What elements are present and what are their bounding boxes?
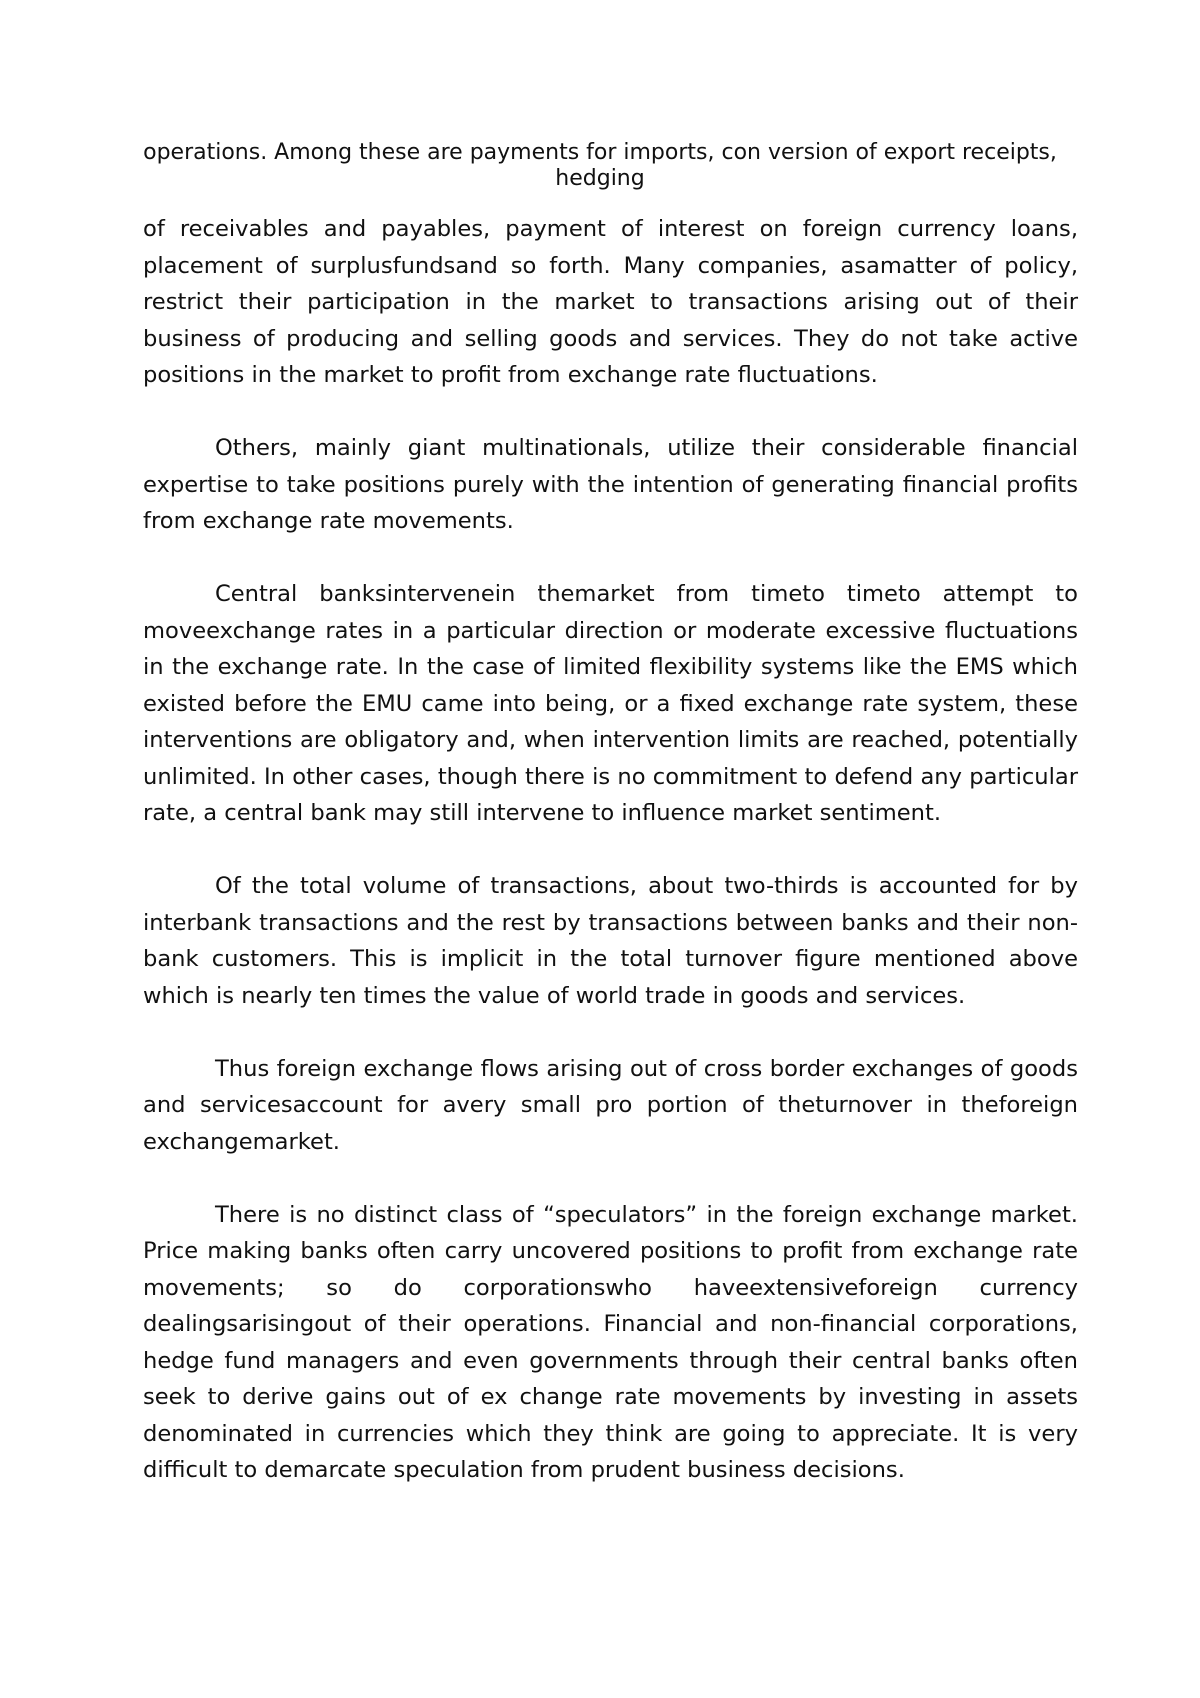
paragraph-6: There is no distinct class of “speculators” in the foreign exchange market. Price making banks often carry uncovered positions to profit from exchange rate movements; so do corporationswho haveextensiveforeign currency dealingsarisingout of their operations. Financial and non-financial corporations, hedge fund managers and even governments through their central banks often seek to derive gains out of ex change rate movements by investing in assets denominated in currencies which they think are going to appreciate. It is very difficult to demarcate speculation from prudent business decisions. bbox=[143, 1201, 1078, 1483]
paragraph-1: of receivables and payables, payment of interest on foreign currency loans, placement of surplusfundsand so forth. Many companies, asamatter of policy, restrict their participation in the market to transactions arising out of their business of producing and selling goods and services. They do not take active positions in the market to profit from exchange rate fluctuations. bbox=[143, 216, 1078, 388]
document-body bbox=[143, 211, 1078, 1489]
paragraph-5: Thus foreign exchange flows arising out of cross border exchanges of goods and servicesaccount for avery small pro portion of theturnover in theforeign exchangemarket. bbox=[143, 1055, 1078, 1155]
paragraph-spacer bbox=[143, 1160, 1078, 1197]
paragraph-2: Others, mainly giant multinationals, utilize their considerable financial expertise to take positions purely with the intention of generating financial profits from exchange rate movements. bbox=[143, 435, 1078, 534]
paragraph-spacer bbox=[143, 394, 1078, 431]
paragraph-spacer bbox=[143, 832, 1078, 869]
paragraph-spacer bbox=[143, 540, 1078, 577]
paragraph-spacer bbox=[143, 1014, 1078, 1051]
paragraph-4: Of the total volume of transactions, about two-thirds is accounted for by interbank transactions and the rest by transactions between banks and their non-bank customers. This is implicit in the total turnover figure mentioned above which is nearly ten times the value of world trade in goods and services. bbox=[143, 873, 1078, 1009]
header-line-1: operations. Among these are payments for imports, con version of export receipts, bbox=[143, 140, 1057, 165]
paragraph-3: Central banksintervenein themarket from timeto timeto attempt to moveexchange rates in a particular direction or moderate excessive fluctuations in the exchange rate. In the case of limited flexibility systems like the EMS which existed before the EMU came into being, or a fixed exchange rate system, these interventions are obligatory and, when intervention limits are reached, potentially unlimited. In other cases, though there is no commitment to defend any particular rate, a central bank may still intervene to influence market sentiment. bbox=[143, 581, 1078, 826]
header-line-2: hedging bbox=[555, 166, 645, 191]
